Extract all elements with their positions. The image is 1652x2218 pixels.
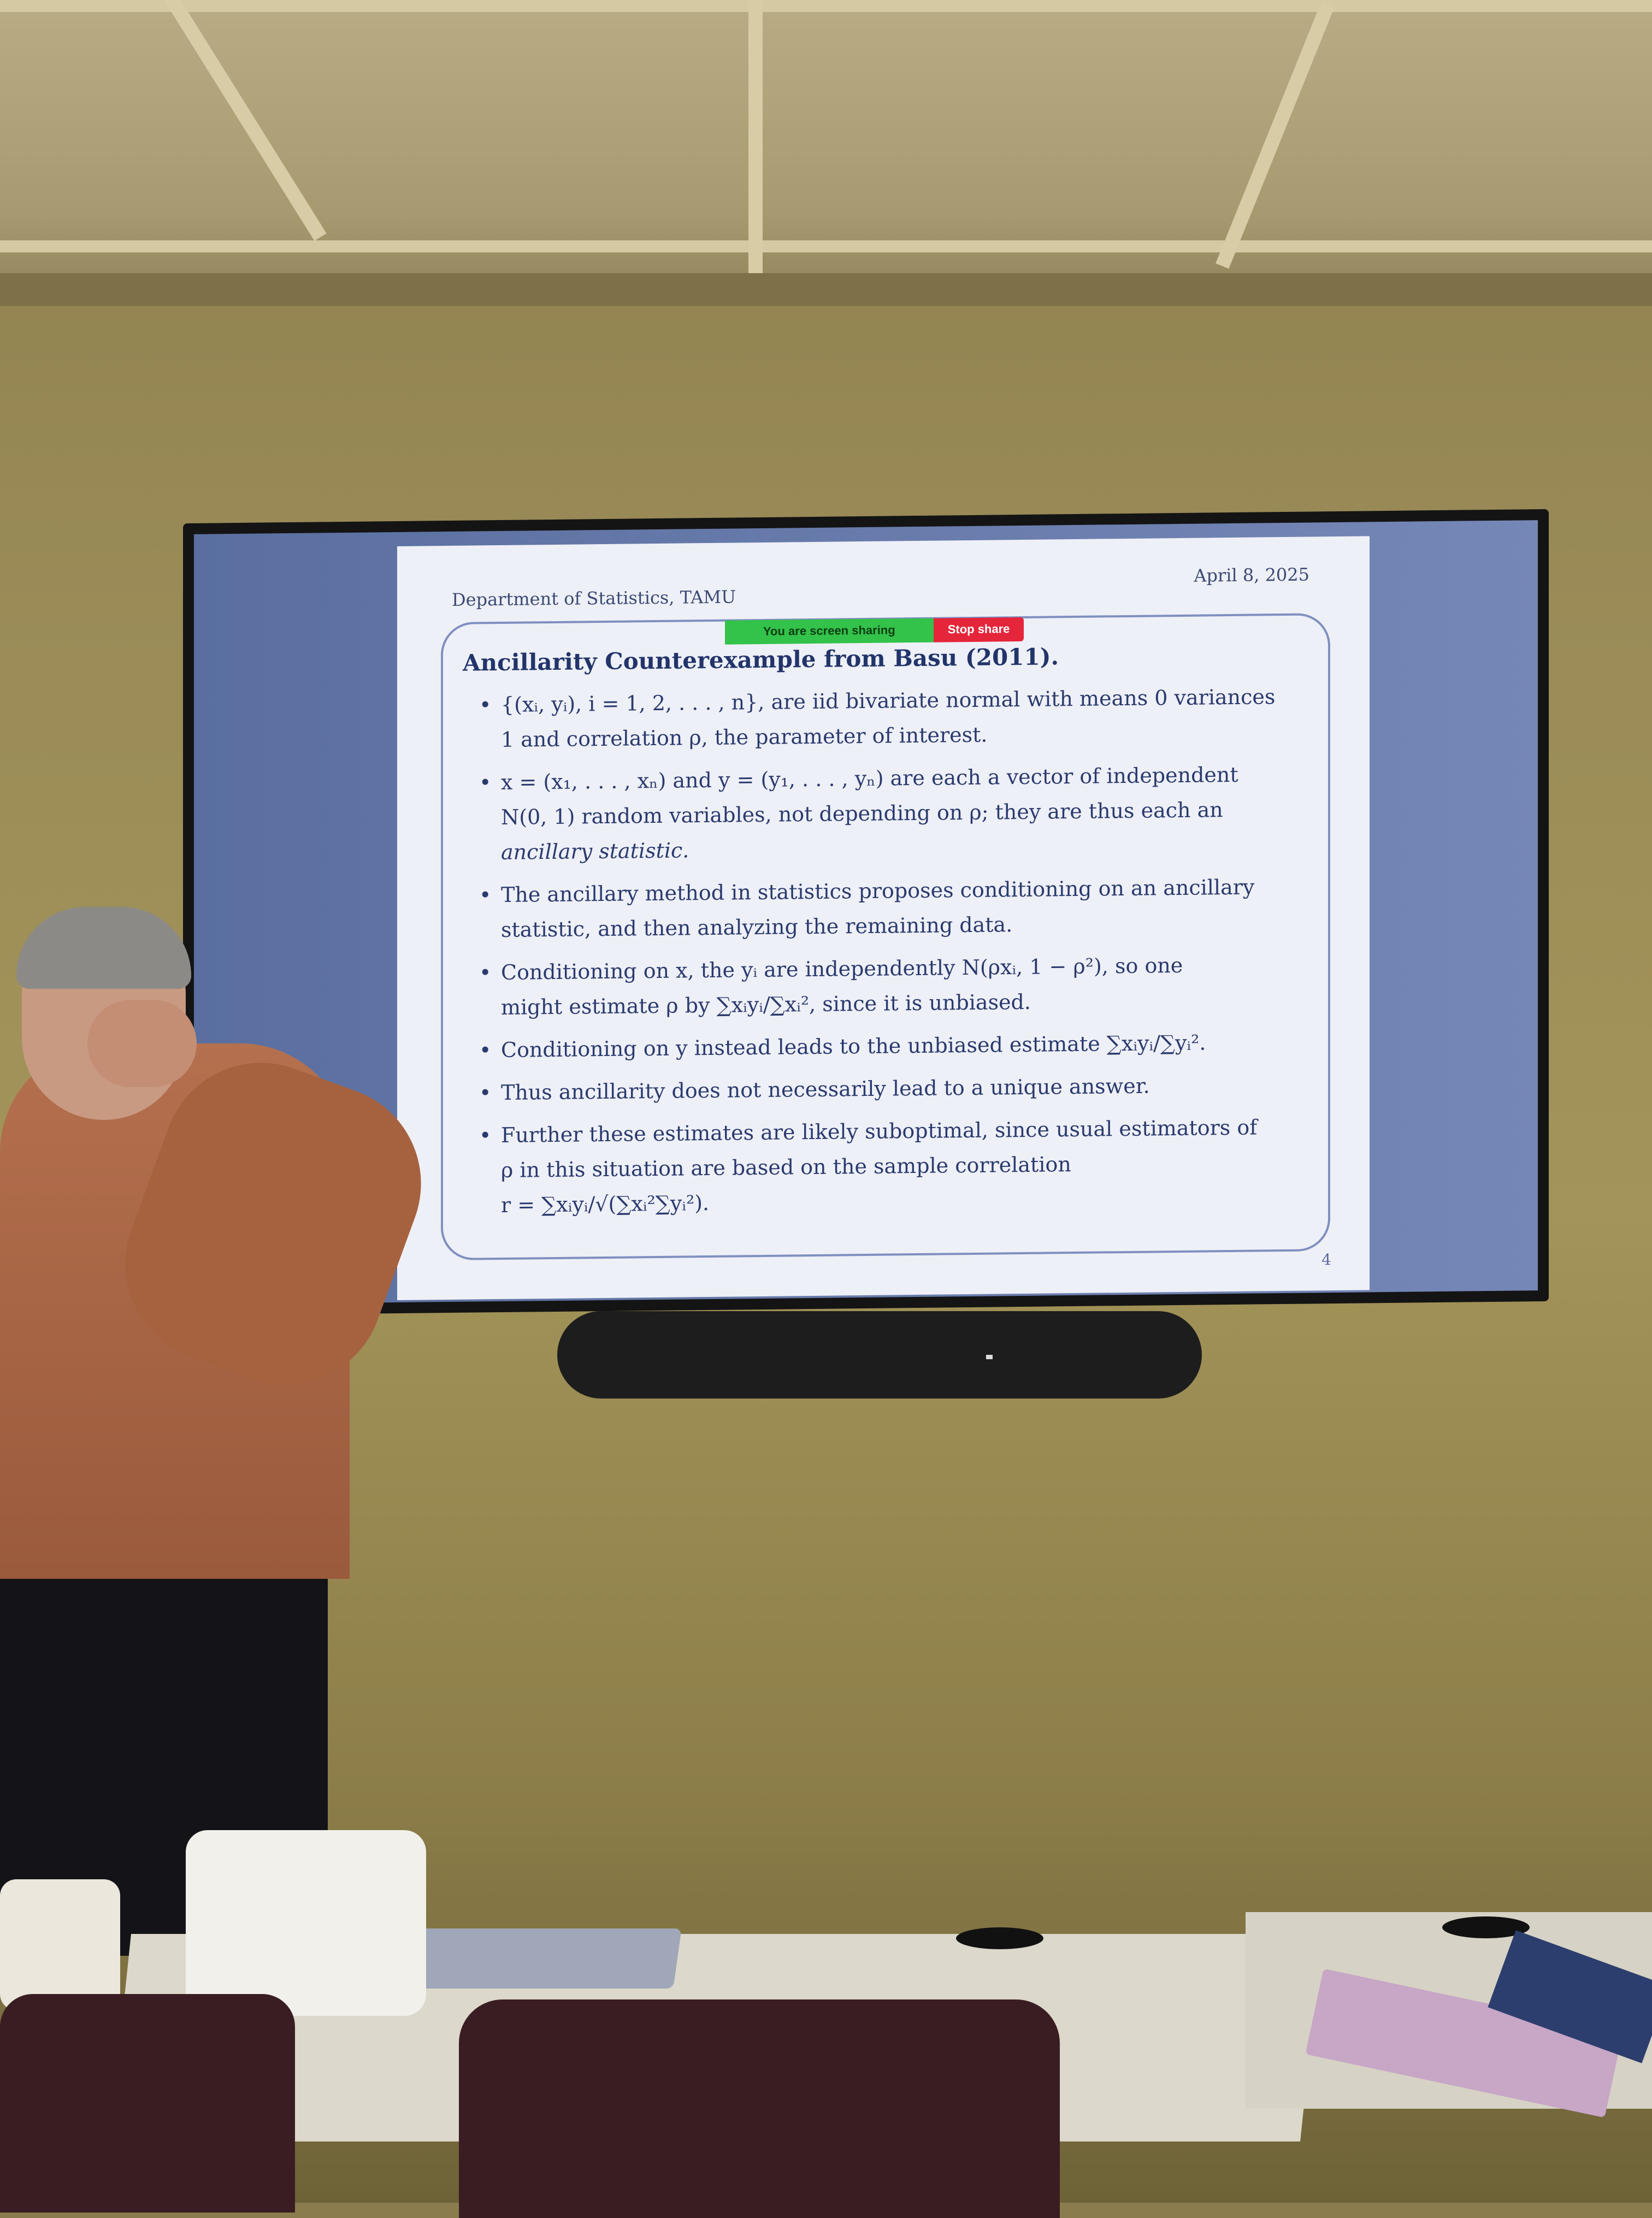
ceiling	[0, 0, 1652, 306]
bullet-item: • Conditioning on y instead leads to the unbiased estimate ∑xᵢyᵢ/∑yᵢ².	[479, 1024, 1299, 1068]
closed-laptop	[389, 1928, 681, 1989]
bullet-item: • x = (x₁, . . . , xₙ) and y = (y₁, . . . , yₙ) are each a vector of independent N(0, 1) random variables, not depending on ρ; they are thus each an ancillary statistic.	[479, 757, 1299, 870]
bullet-item: • Thus ancillarity does not necessarily lead to a unique answer.	[479, 1067, 1299, 1111]
bullet-item: • {(xᵢ, yᵢ), i = 1, 2, . . . , n}, are iid bivariate normal with means 0 variances 1 and correlation ρ, the parameter of interest.	[479, 679, 1299, 758]
camera-led-icon	[986, 1355, 993, 1359]
table-cable-hole	[956, 1927, 1043, 1949]
slide-header-department: Department of Statistics, TAMU	[452, 586, 736, 610]
soundbar-camera	[557, 1311, 1202, 1399]
ceiling-trim	[0, 273, 1652, 306]
bullet-item: • The ancillary method in statistics proposes conditioning on an ancillary statistic, and then analyzing the remaining data.	[479, 869, 1299, 948]
stop-share-button[interactable]: Stop share	[934, 617, 1024, 642]
bullet-item: • Further these estimates are likely suboptimal, since usual estimators of ρ in this situation are based on the sample correlation r = ∑xᵢyᵢ/√(∑xᵢ²∑yᵢ²).	[479, 1110, 1299, 1223]
chair	[0, 1994, 295, 2213]
slide-title: Ancillarity Counterexample from Basu (2011).	[463, 643, 1059, 676]
screen-sharing-indicator[interactable]: You are screen sharing	[725, 618, 934, 645]
presentation-slide	[397, 536, 1370, 1300]
person-hand	[87, 1000, 197, 1087]
paper-bag	[186, 1830, 426, 2016]
chair	[459, 1999, 1060, 2218]
slide-header-date: April 8, 2025	[1194, 564, 1309, 586]
slide-bullet-list	[479, 679, 1299, 1231]
napkin	[0, 1879, 120, 2010]
slide-page-number: 4	[1321, 1250, 1331, 1269]
screen-share-bar	[725, 617, 1024, 645]
bullet-item: • Conditioning on x, the yᵢ are independently N(ρxᵢ, 1 − ρ²), so one might estimate ρ by ∑xᵢyᵢ/∑xᵢ², since it is unbiased.	[479, 947, 1299, 1025]
